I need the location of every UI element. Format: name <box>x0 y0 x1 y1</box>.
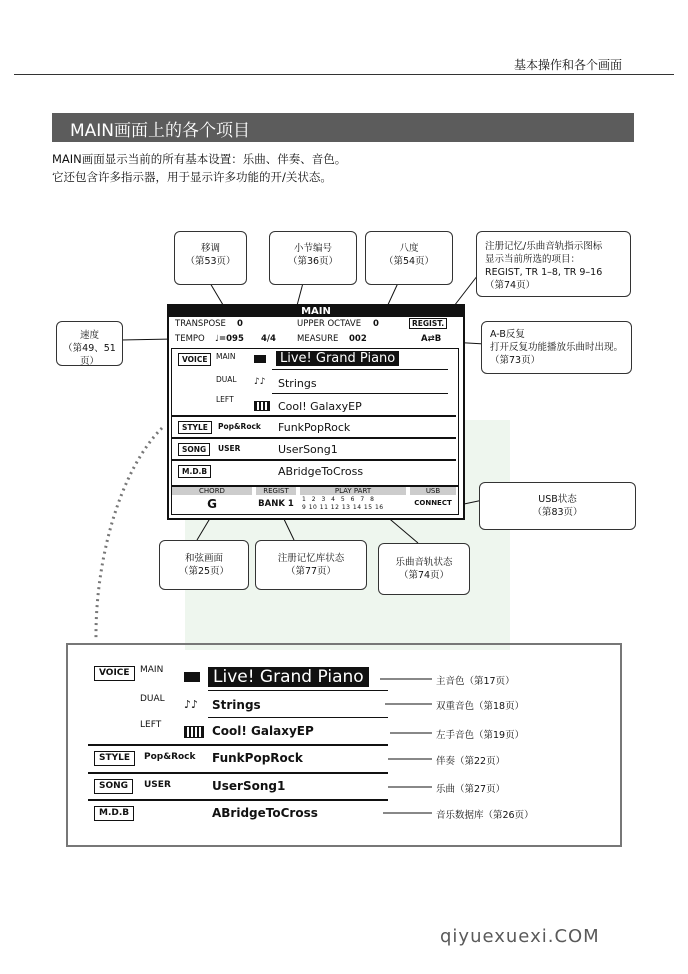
strings-icon: ♪♪ <box>254 377 266 387</box>
lcd-style-category: Pop&Rock <box>218 422 261 431</box>
lcd-measure-label: MEASURE <box>297 334 339 344</box>
detail-main-label: MAIN <box>140 665 164 675</box>
callout-track-status <box>378 543 470 595</box>
callout-octave <box>365 231 453 285</box>
callout-regist-status-title: 注册记忆库状态 <box>277 553 345 564</box>
lcd-voice-area <box>171 348 459 486</box>
callout-track-status-title: 乐曲音轨状态 <box>395 557 453 568</box>
detail-mdb-name: ABridgeToCross <box>212 806 318 820</box>
lcd-regist-label: REGIST <box>256 487 296 495</box>
callout-tempo-page: （第49、51页） <box>63 343 116 367</box>
detail-dual-label: DUAL <box>140 694 165 704</box>
detail-main-note: 主音色（第17页） <box>436 676 515 687</box>
detail-mdb-tag: M.D.B <box>94 806 134 821</box>
detail-left-note: 左手音色（第19页） <box>436 730 525 741</box>
lcd-chord-value: G <box>207 497 217 511</box>
detail-style-name: FunkPopRock <box>212 751 303 765</box>
callout-measure <box>269 231 357 285</box>
divider <box>88 744 388 746</box>
lcd-ab-repeat-indicator: A⇄B <box>421 334 442 344</box>
section-title: MAIN画面上的各个项目 <box>70 121 251 141</box>
divider <box>172 415 456 417</box>
divider <box>88 772 388 774</box>
callout-regist-line4: （第74页） <box>485 280 536 291</box>
callout-regist-line2: 显示当前所选的项目： <box>485 254 581 265</box>
lcd-upper-octave-label: UPPER OCTAVE <box>297 319 362 329</box>
divider <box>272 369 448 370</box>
detail-style-category: Pop&Rock <box>144 752 196 762</box>
lcd-mdb-tag: M.D.B <box>178 465 211 478</box>
detail-mdb-note: 音乐数据库（第26页） <box>436 810 534 821</box>
lcd-tempo-value: ♩=095 <box>215 334 244 344</box>
lcd-left-label: LEFT <box>216 395 234 404</box>
divider <box>208 690 388 691</box>
lcd-dual-label: DUAL <box>216 375 237 384</box>
callout-chord-title: 和弦画面 <box>184 553 223 564</box>
detail-song-category: USER <box>144 780 171 790</box>
lcd-regist-badge: REGIST. <box>409 318 447 329</box>
lcd-status-strip <box>171 486 459 515</box>
lcd-tracks-top: 1 2 3 4 5 6 7 8 <box>302 496 376 503</box>
intro-line-2: 它还包含许多指示器，用于显示许多功能的开/关状态。 <box>52 170 332 184</box>
lcd-main-voice: Live! Grand Piano <box>276 351 399 366</box>
lcd-transpose-value: 0 <box>237 319 243 329</box>
divider <box>172 459 456 461</box>
callout-ab-title: A-B反复 <box>490 329 525 340</box>
lcd-dual-voice: Strings <box>278 377 317 390</box>
divider <box>172 437 456 439</box>
callout-tempo <box>56 321 123 366</box>
detail-voice-tag: VOICE <box>94 666 135 681</box>
lcd-usb-label: USB <box>410 487 456 495</box>
callout-octave-title: 八度 <box>399 243 419 254</box>
lcd-usb-value: CONNECT <box>414 499 452 507</box>
lcd-transpose-label: TRANSPOSE <box>175 319 226 329</box>
lcd-style-tag: STYLE <box>178 421 212 434</box>
callout-octave-page: （第54页） <box>383 256 435 267</box>
detail-main-voice: Live! Grand Piano <box>208 667 369 687</box>
detail-style-tag: STYLE <box>94 751 135 766</box>
lcd-left-voice: Cool! GalaxyEP <box>278 400 362 413</box>
detail-dual-note: 双重音色（第18页） <box>436 701 525 712</box>
watermark-text: qiyuexuexi.COM <box>440 926 600 947</box>
callout-track-status-page: （第74页） <box>398 570 450 581</box>
lcd-time-signature: 4/4 <box>261 334 276 344</box>
callout-transpose-title: 移调 <box>200 243 220 254</box>
strings-icon: ♪♪ <box>184 698 199 711</box>
callout-usb <box>479 482 636 530</box>
divider <box>208 717 388 718</box>
lcd-upper-octave-value: 0 <box>373 319 379 329</box>
callout-regist-status-page: （第77页） <box>285 566 337 577</box>
lcd-tracks-bottom: 9 10 11 12 13 14 15 16 <box>302 504 384 511</box>
detail-left-voice: Cool! GalaxyEP <box>212 724 314 738</box>
lcd-main-label: MAIN <box>216 352 236 361</box>
callout-regist-line3: REGIST, TR 1–8, TR 9–16 <box>485 267 603 278</box>
lcd-song-tag: SONG <box>178 443 210 456</box>
callout-chord-page: （第25页） <box>178 566 230 577</box>
callout-chord <box>159 540 249 590</box>
lcd-title: MAIN <box>169 306 463 317</box>
divider <box>272 393 448 394</box>
detail-song-name: UserSong1 <box>212 779 286 793</box>
callout-usb-page: （第83页） <box>532 507 583 518</box>
detail-song-note: 乐曲（第27页） <box>436 784 506 795</box>
lcd-measure-value: 002 <box>349 334 367 344</box>
lcd-chord-label: CHORD <box>172 487 252 495</box>
detail-style-note: 伴奏（第22页） <box>436 756 506 767</box>
lcd-song-category: USER <box>218 444 241 453</box>
lcd-song-name: UserSong1 <box>278 443 338 456</box>
callout-transpose-page: （第53页） <box>185 256 236 267</box>
keyboard-icon <box>254 401 270 411</box>
callout-measure-title: 小节编号 <box>293 243 332 254</box>
callout-tempo-title: 速度 <box>79 330 99 341</box>
lcd-tempo-label: TEMPO <box>175 334 205 344</box>
lcd-play-part-label: PLAY PART <box>300 487 406 495</box>
detail-dual-voice: Strings <box>212 698 261 712</box>
callout-transpose <box>174 231 247 285</box>
lcd-bank-value: BANK 1 <box>258 499 294 509</box>
lcd-style-name: FunkPopRock <box>278 421 351 434</box>
divider <box>88 799 388 801</box>
callout-ab-repeat <box>481 321 632 374</box>
callout-measure-page: （第36页） <box>287 256 339 267</box>
lcd-display <box>167 304 465 520</box>
piano-icon <box>184 672 200 682</box>
keyboard-icon <box>184 726 204 738</box>
intro-line-1: MAIN画面显示当前的所有基本设置：乐曲、伴奏、音色。 <box>52 152 347 166</box>
callout-regist-status <box>255 540 367 590</box>
page-header-title: 基本操作和各个画面 <box>514 58 623 72</box>
piano-icon <box>254 355 266 363</box>
callout-regist-icon <box>476 231 631 297</box>
detail-panel <box>66 643 622 847</box>
detail-left-label: LEFT <box>140 720 162 730</box>
callout-ab-line2: 打开反复功能播放乐曲时出现。 <box>490 342 624 353</box>
lcd-voice-tag: VOICE <box>178 353 211 366</box>
detail-song-tag: SONG <box>94 779 133 794</box>
lcd-mdb-name: ABridgeToCross <box>278 465 364 478</box>
callout-regist-line1: 注册记忆/乐曲音轨指示图标 <box>485 241 603 252</box>
callout-ab-page: （第73页） <box>490 355 541 366</box>
callout-usb-title: USB状态 <box>538 494 577 505</box>
